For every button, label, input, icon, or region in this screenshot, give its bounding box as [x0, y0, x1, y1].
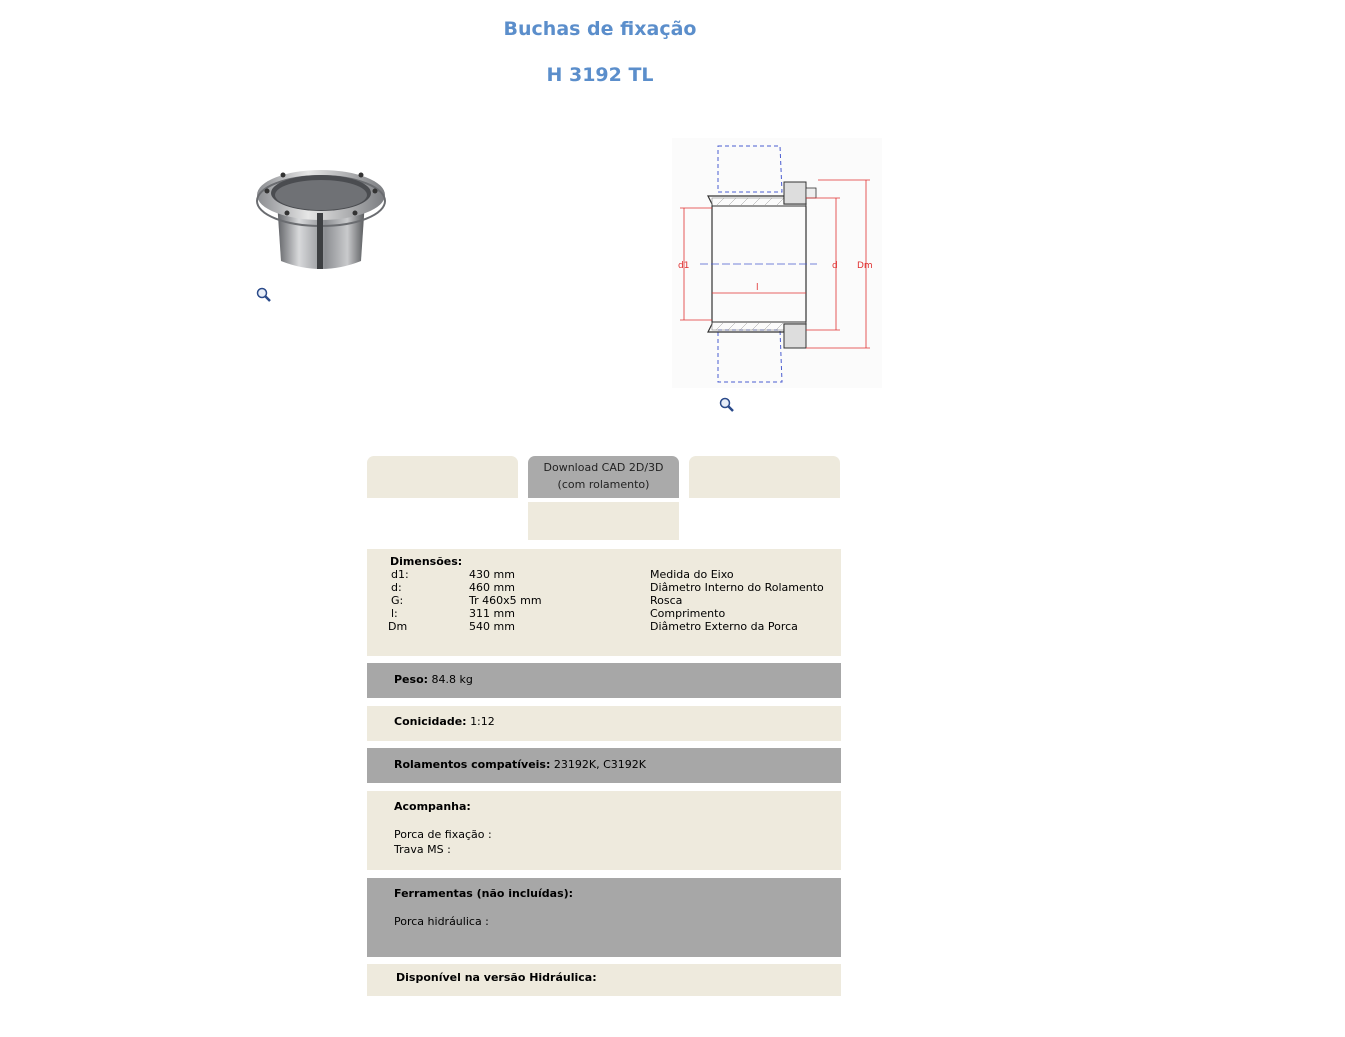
dimensions-heading: Dimensões:: [390, 555, 463, 568]
product-photo[interactable]: [253, 155, 389, 275]
label-l: l: [756, 283, 759, 293]
taper-label: Conicidade:: [394, 715, 467, 728]
weight-panel: [367, 663, 841, 698]
dim-value: 460 mm: [469, 581, 515, 594]
tab-right[interactable]: [689, 456, 840, 498]
dim-symbol: Dm: [388, 620, 408, 633]
table-row: [367, 594, 841, 607]
dim-description: Comprimento: [650, 607, 726, 620]
dim-value: 311 mm: [469, 607, 515, 620]
included-item-nut: Porca de fixação :: [394, 828, 492, 841]
dim-description: Rosca: [650, 594, 683, 607]
dim-value: 540 mm: [469, 620, 515, 633]
taper-value: 1:12: [470, 715, 495, 728]
hydraulic-version-panel: [367, 964, 841, 996]
download-cad-sublabel: (com rolamento): [557, 478, 650, 491]
tools-item-hydraulic-nut: Porca hidráulica :: [394, 915, 489, 928]
taper-panel: [367, 706, 841, 741]
sleeve-image: [253, 155, 389, 275]
dim-description: Medida do Eixo: [650, 568, 734, 581]
compatible-bearings-panel: [367, 748, 841, 783]
compatible-bearings-label: Rolamentos compatíveis:: [394, 758, 551, 771]
hydraulic-version-label: Disponível na versão Hidráulica:: [396, 971, 597, 984]
table-row: [367, 568, 841, 581]
dim-symbol: l:: [391, 607, 398, 620]
download-cad-button[interactable]: [528, 456, 679, 498]
weight-value: 84.8 kg: [431, 673, 473, 686]
zoom-photo-icon[interactable]: [256, 287, 272, 303]
dim-symbol: G:: [391, 594, 404, 607]
tools-label: Ferramentas (não incluídas):: [394, 887, 574, 900]
dimensions-panel: [367, 549, 841, 656]
label-d1: d1: [678, 261, 690, 271]
dim-symbol: d1:: [391, 568, 409, 581]
table-row: [367, 620, 841, 633]
tab-left[interactable]: [367, 456, 518, 498]
zoom-drawing-icon[interactable]: [719, 397, 735, 413]
download-cad-label: Download CAD 2D/3D: [543, 461, 664, 474]
compatible-bearings-value: 23192K, C3192K: [553, 758, 646, 771]
table-row: [367, 607, 841, 620]
download-cad-panel: [528, 502, 679, 540]
dim-value: 430 mm: [469, 568, 515, 581]
technical-drawing[interactable]: [672, 138, 882, 388]
dim-description: Diâmetro Interno do Rolamento: [650, 581, 824, 594]
page-title: Buchas de fixação: [503, 18, 697, 40]
included-label: Acompanha:: [394, 800, 471, 813]
tools-panel: [367, 878, 841, 957]
included-item-lock: Trava MS :: [394, 843, 451, 856]
dim-value: Tr 460x5 mm: [469, 594, 542, 607]
label-dm: Dm: [857, 261, 873, 271]
dim-symbol: d:: [391, 581, 402, 594]
included-panel: [367, 791, 841, 870]
dim-description: Diâmetro Externo da Porca: [650, 620, 798, 633]
product-model: H 3192 TL: [546, 64, 654, 86]
label-d: d: [832, 261, 838, 271]
weight-label: Peso:: [394, 673, 429, 686]
table-row: [367, 581, 841, 594]
